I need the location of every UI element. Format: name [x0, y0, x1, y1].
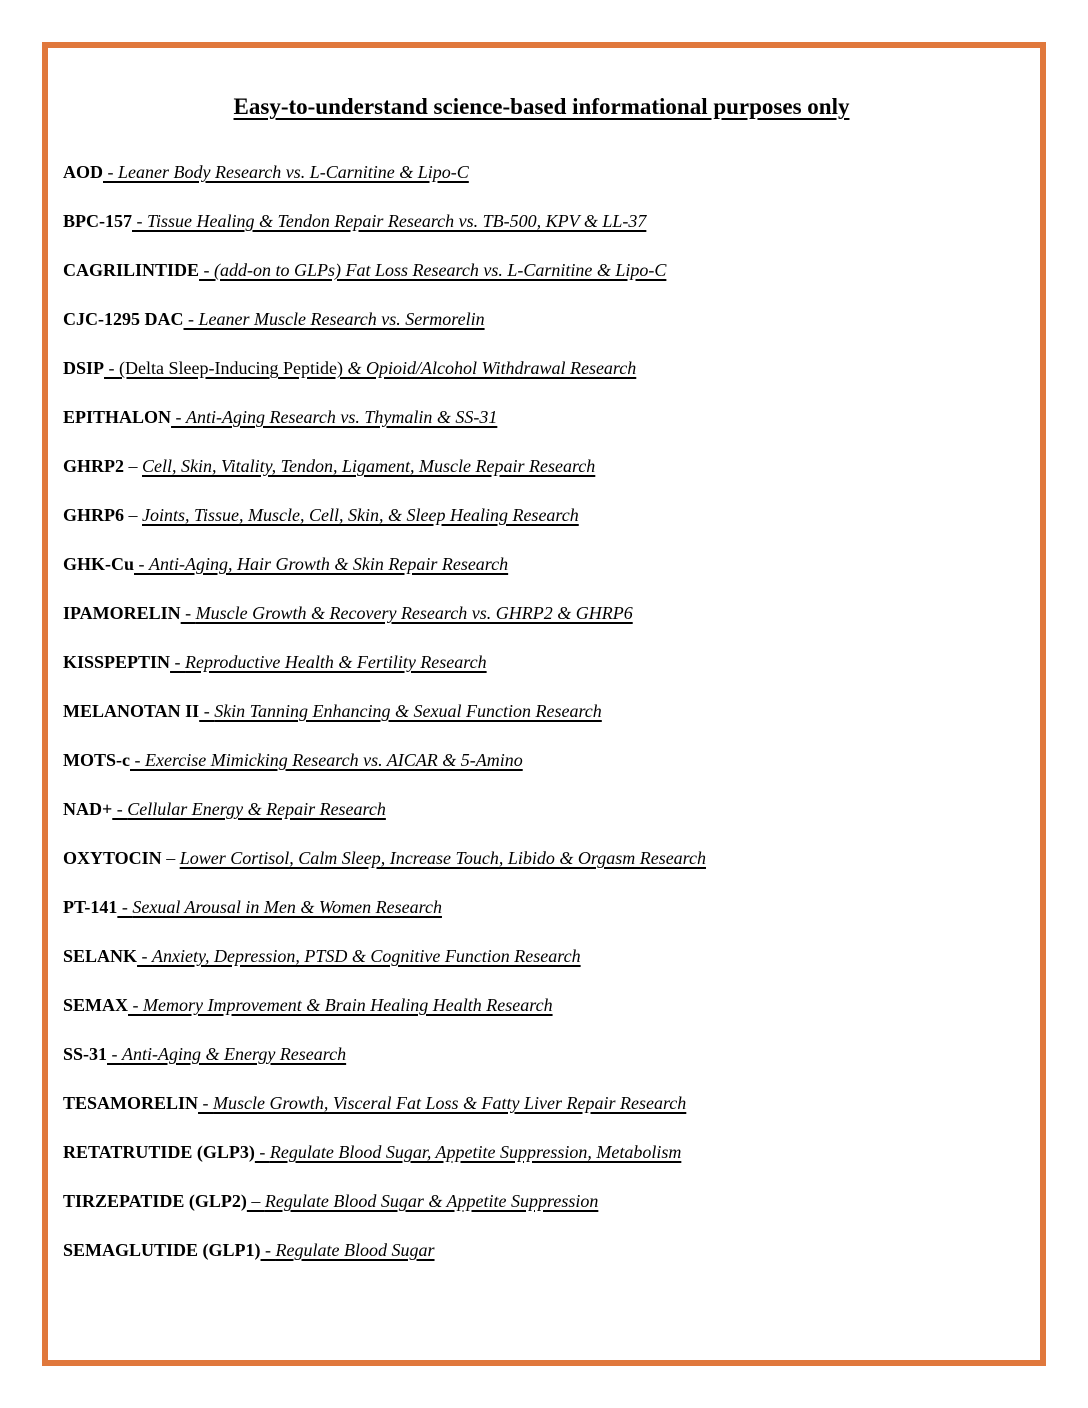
description-text: & Opioid/Alcohol Withdrawal Research [347, 358, 637, 378]
item-description [180, 848, 706, 868]
description-text: Tissue Healing & Tendon Repair Research vs. TB-500, KPV & LL-37 [147, 211, 647, 231]
item-description [132, 211, 646, 231]
dash-separator-underlined: - [117, 897, 133, 917]
item-description [255, 1142, 681, 1162]
item-description [247, 1191, 598, 1211]
peptide-name: SELANK [63, 946, 138, 966]
item-description [142, 505, 579, 525]
list-item [63, 503, 1020, 527]
description-text: Muscle Growth & Recovery Research vs. GHRP2 & GHRP6 [195, 603, 633, 623]
page-title: Easy-to-understand science-based informational purposes only [233, 94, 850, 119]
dash-separator-underlined: - [128, 995, 144, 1015]
list-item [63, 307, 1020, 331]
dash-separator-underlined: - [132, 211, 147, 231]
list-item [63, 454, 1020, 478]
item-description [134, 554, 508, 574]
dash-separator-underlined: - [104, 358, 120, 378]
list-item [63, 797, 1020, 821]
document-page [42, 42, 1046, 1366]
peptide-name: SEMAGLUTIDE (GLP1) [63, 1240, 261, 1260]
description-text: Anxiety, Depression, PTSD & Cognitive Function Research [152, 946, 581, 966]
list-item [63, 895, 1020, 919]
item-description [107, 1044, 346, 1064]
dash-separator-underlined: - [137, 946, 153, 966]
dash-separator-underlined: - [198, 1093, 214, 1113]
item-description [142, 456, 595, 476]
peptide-name: GHRP6 [63, 505, 124, 525]
list-item [63, 1042, 1020, 1066]
description-text: Lower Cortisol, Calm Sleep, Increase Touch, Libido & Orgasm Research [179, 848, 707, 868]
list-item [63, 944, 1020, 968]
dash-separator-underlined: - [260, 1240, 276, 1260]
dash-separator: – [161, 848, 180, 868]
description-text: Anti-Aging & Energy Research [122, 1044, 347, 1064]
description-text: Sexual Arousal in Men & Women Research [132, 897, 442, 917]
description-text: Anti-Aging, Hair Growth & Skin Repair Research [149, 554, 509, 574]
dash-separator-underlined: - [170, 652, 186, 672]
dash-separator-underlined: - [180, 603, 196, 623]
peptide-name: EPITHALON [63, 407, 172, 427]
dash-separator-underlined: - [130, 750, 145, 770]
description-prefix: (Delta Sleep-Inducing Peptide) [119, 358, 348, 378]
list-item [63, 160, 1020, 184]
description-text: Cell, Skin, Vitality, Tendon, Ligament, Muscle Repair Research [142, 456, 596, 476]
peptide-name: TIRZEPATIDE (GLP2) [63, 1191, 247, 1211]
item-description [117, 897, 442, 917]
description-text: Leaner Muscle Research vs. Sermorelin [198, 309, 485, 329]
list-item [63, 552, 1020, 576]
item-description [112, 799, 386, 819]
description-text: Leaner Body Research vs. L-Carnitine & Lipo-C [118, 162, 469, 182]
item-description [184, 309, 485, 329]
peptide-name: AOD [63, 162, 103, 182]
description-text: Regulate Blood Sugar, Appetite Suppression, Metabolism [269, 1142, 682, 1162]
list-item [63, 748, 1020, 772]
item-description [198, 1093, 686, 1113]
description-text: Regulate Blood Sugar & Appetite Suppression [264, 1191, 599, 1211]
dash-separator-underlined: - [171, 407, 187, 427]
item-description [181, 603, 633, 623]
peptide-name: RETATRUTIDE (GLP3) [63, 1142, 255, 1162]
peptide-name: TESAMORELIN [63, 1093, 199, 1113]
list-item [63, 699, 1020, 723]
description-text: Memory Improvement & Brain Healing Health Research [143, 995, 553, 1015]
list-item [63, 209, 1020, 233]
item-description [170, 652, 487, 672]
list-item [63, 258, 1020, 282]
dash-separator-underlined: – [246, 1191, 265, 1211]
list-item [63, 405, 1020, 429]
list-item [63, 1140, 1020, 1164]
item-description [137, 946, 581, 966]
peptide-name: IPAMORELIN [63, 603, 181, 623]
description-text: Muscle Growth, Visceral Fat Loss & Fatty Liver Repair Research [213, 1093, 687, 1113]
dash-separator-underlined: - [183, 309, 199, 329]
description-text: Reproductive Health & Fertility Research [185, 652, 487, 672]
dash-separator-underlined: - [134, 554, 150, 574]
peptide-name: GHK-Cu [63, 554, 135, 574]
dash-separator-underlined: - [112, 799, 128, 819]
peptide-name: NAD+ [63, 799, 113, 819]
list-item [63, 1238, 1020, 1262]
item-description [199, 701, 602, 721]
dash-separator-underlined: - [199, 260, 215, 280]
item-description [104, 358, 636, 378]
item-description [130, 750, 523, 770]
peptide-name: PT-141 [63, 897, 118, 917]
list-item [63, 1189, 1020, 1213]
peptide-list [63, 160, 1020, 1262]
list-item [63, 601, 1020, 625]
item-description [171, 407, 497, 427]
peptide-name: GHRP2 [63, 456, 124, 476]
peptide-name: MOTS-c [63, 750, 130, 770]
dash-separator-underlined: - [199, 701, 215, 721]
dash-separator-underlined: - [103, 162, 118, 182]
description-text: Skin Tanning Enhancing & Sexual Function Research [214, 701, 602, 721]
description-text: Exercise Mimicking Research vs. AICAR & 5-Amino [145, 750, 523, 770]
dash-separator-underlined: - [254, 1142, 270, 1162]
list-item [63, 846, 1020, 870]
list-item [63, 356, 1020, 380]
description-text: Cellular Energy & Repair Research [127, 799, 386, 819]
peptide-name: KISSPEPTIN [63, 652, 171, 672]
peptide-name: MELANOTAN II [63, 701, 200, 721]
description-text: Regulate Blood Sugar [275, 1240, 435, 1260]
peptide-name: DSIP [63, 358, 105, 378]
peptide-name: CJC-1295 DAC [63, 309, 184, 329]
peptide-name: CAGRILINTIDE [63, 260, 200, 280]
item-description [128, 995, 553, 1015]
item-description [199, 260, 666, 280]
dash-separator: – [124, 505, 142, 525]
description-text: Anti-Aging Research vs. Thymalin & SS-31 [186, 407, 498, 427]
description-text: Joints, Tissue, Muscle, Cell, Skin, & Sleep Healing Research [142, 505, 579, 525]
list-item [63, 650, 1020, 674]
item-description [103, 162, 469, 182]
item-description [261, 1240, 435, 1260]
peptide-name: SEMAX [63, 995, 129, 1015]
peptide-name: OXYTOCIN [63, 848, 162, 868]
peptide-name: BPC-157 [63, 211, 132, 231]
list-item [63, 1091, 1020, 1115]
peptide-name: SS-31 [63, 1044, 108, 1064]
list-item [63, 993, 1020, 1017]
description-text: (add-on to GLPs) Fat Loss Research vs. L-Carnitine & Lipo-C [214, 260, 667, 280]
dash-separator-underlined: - [107, 1044, 123, 1064]
dash-separator: – [124, 456, 142, 476]
